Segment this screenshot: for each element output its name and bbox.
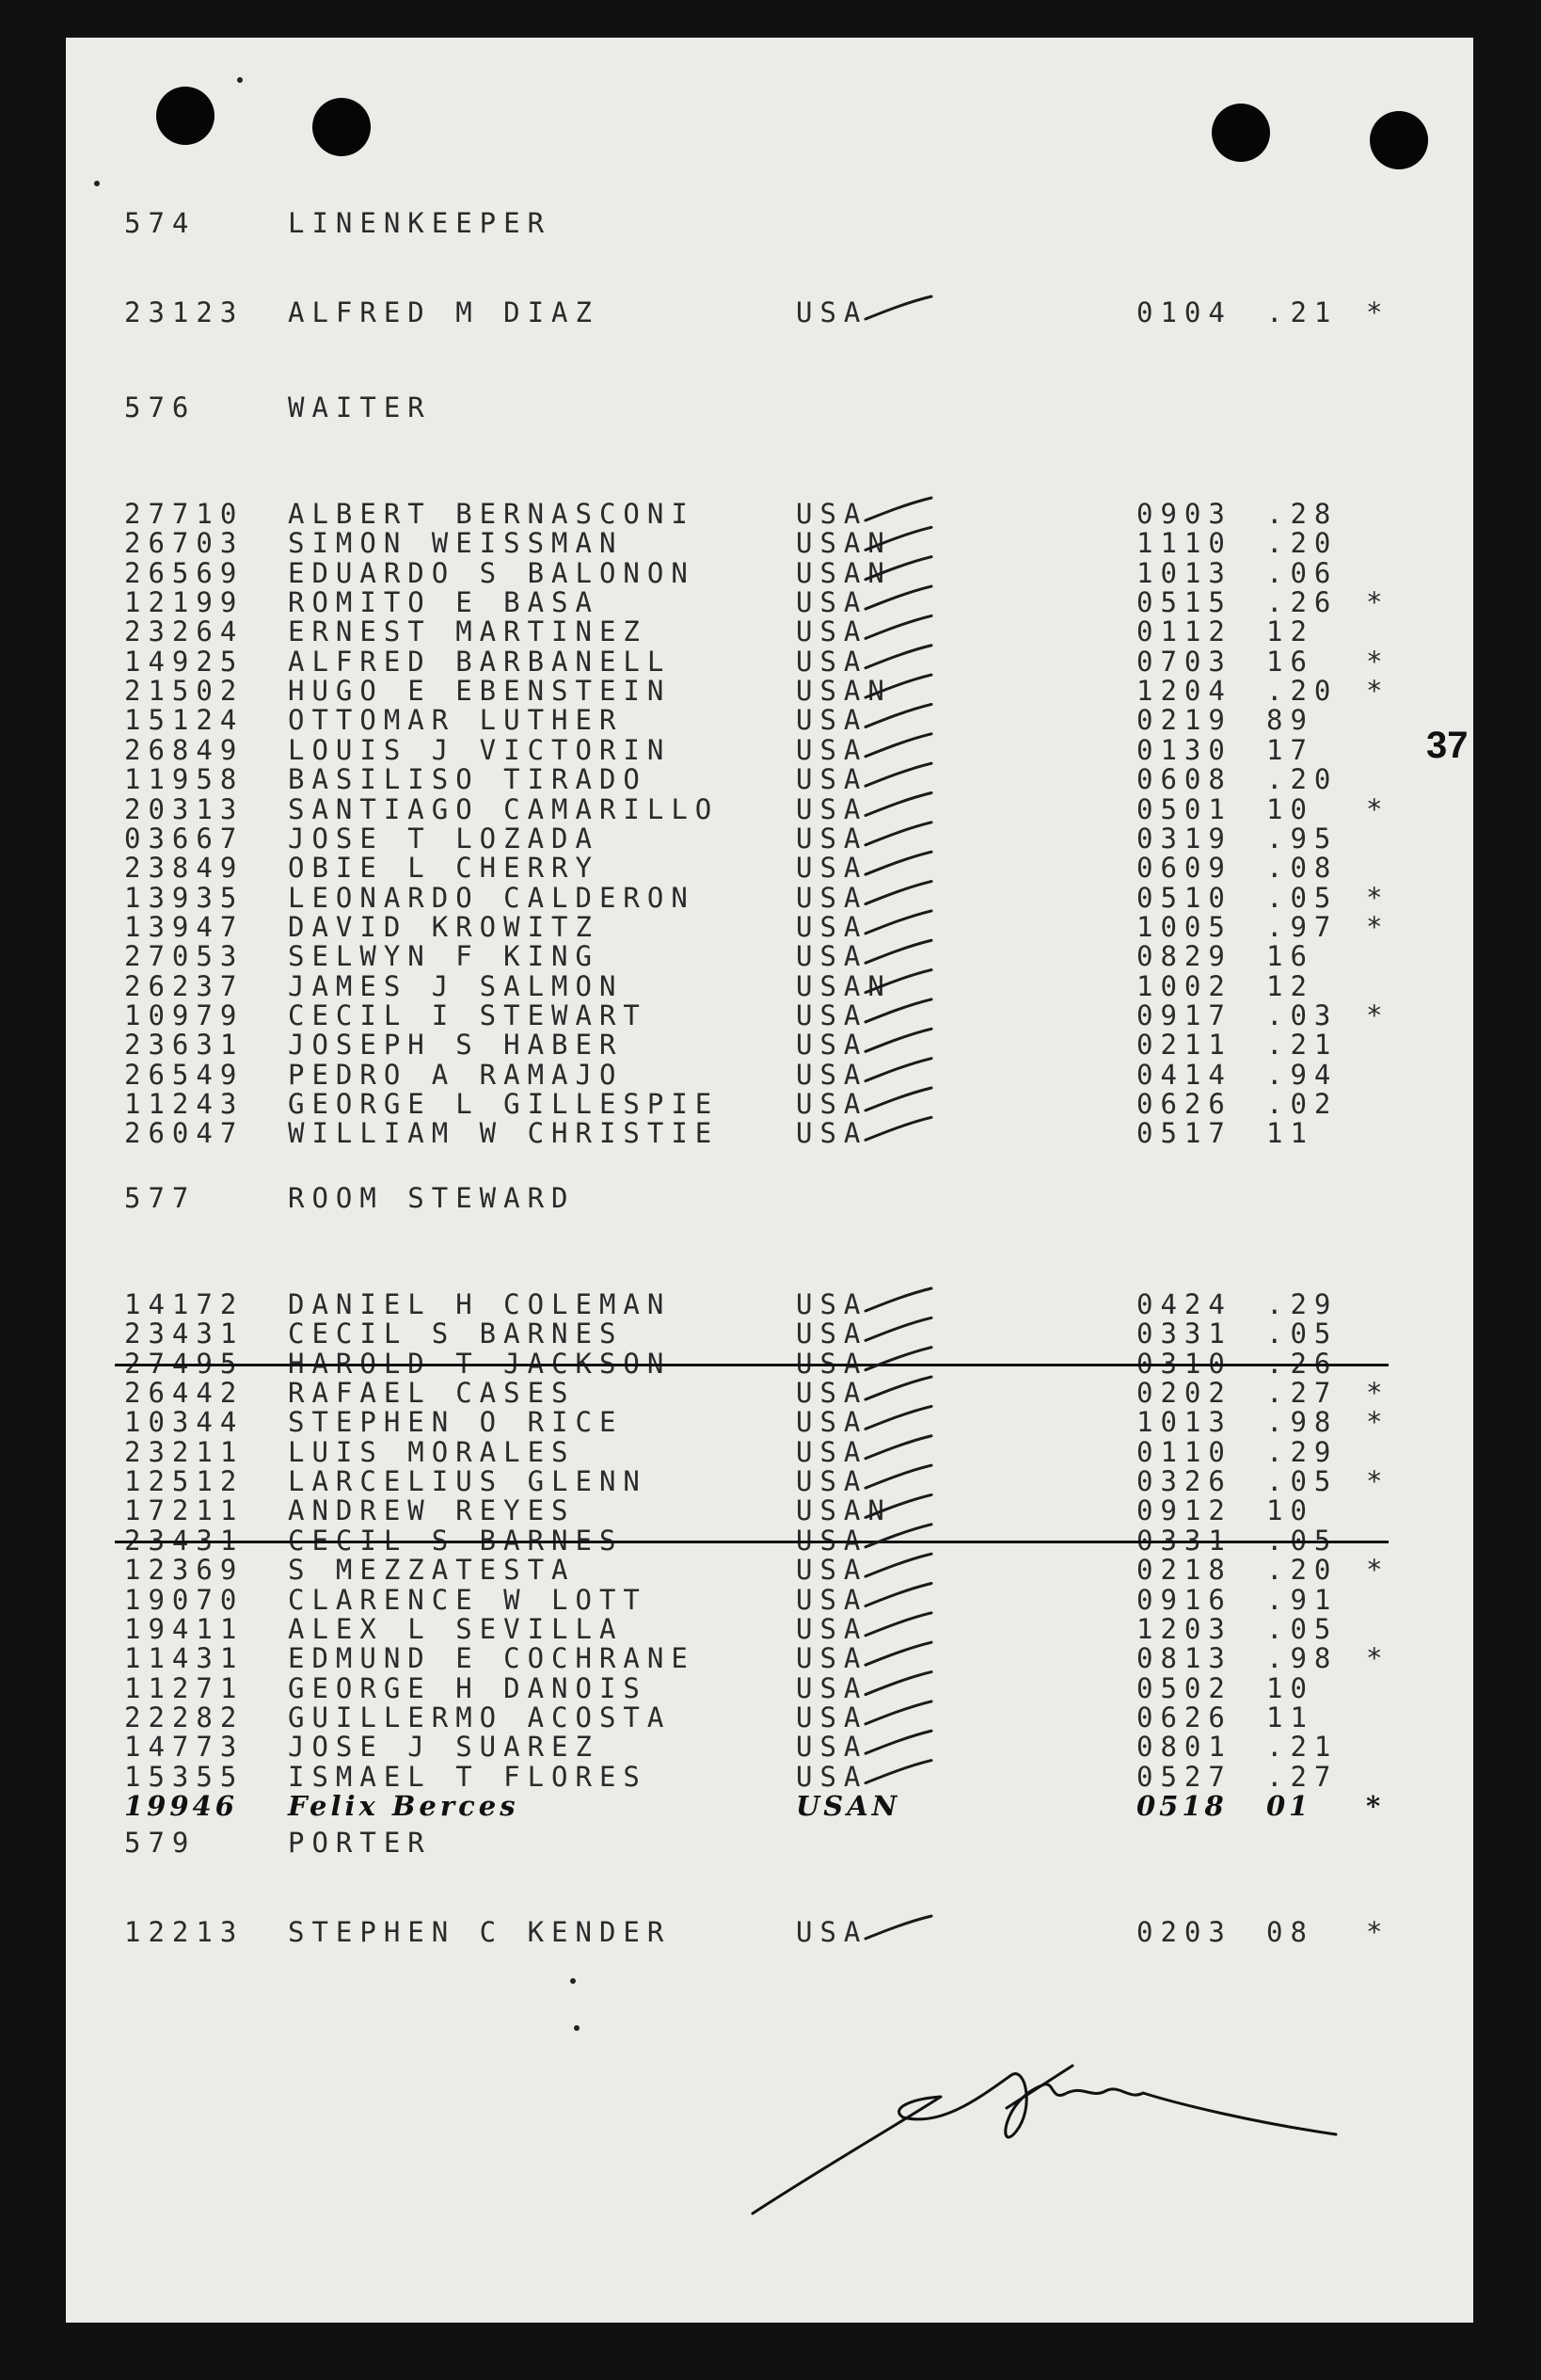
flag-mark: * [1366,586,1390,619]
employee-name: SANTIAGO CAMARILLO [288,792,720,825]
flag-mark: * [1366,1465,1390,1498]
employee-number: 14172 [124,1288,245,1320]
employee-number: 23211 [124,1435,245,1468]
rate-code: 01 [1266,1789,1312,1822]
date-code: 0326 [1136,1465,1232,1498]
citizenship: USAN [796,556,892,589]
employee-name: JAMES J SALMON [288,969,624,1002]
rate-code: 10 [1266,1494,1314,1527]
employee-name: ROMITO E BASA [288,586,599,619]
employee-number: 26549 [124,1058,245,1091]
employee-name: ALFRED M DIAZ [288,296,599,328]
date-code: 0110 [1136,1435,1232,1468]
citizenship: USA [796,881,868,914]
employee-name: JOSE T LOZADA [288,822,599,855]
employee-number: 11958 [124,763,245,796]
employee-number: 27710 [124,498,245,530]
employee-number: 23123 [124,296,245,328]
rate-code: .27 [1266,1377,1339,1410]
citizenship: USA [796,763,868,796]
date-code: 0130 [1136,733,1232,766]
employee-number: 11271 [124,1671,245,1704]
employee-name: Felix Berces [288,1789,519,1822]
citizenship: USA [796,296,868,328]
date-code: 0203 [1136,1916,1232,1948]
employee-name: HAROLD T JACKSON [288,1347,672,1380]
employee-number: 13935 [124,881,245,914]
rate-code: .98 [1266,1406,1339,1439]
date-code: 0515 [1136,586,1232,619]
rate-code: .27 [1266,1760,1339,1793]
employee-name: DANIEL H COLEMAN [288,1288,672,1320]
employee-name: ALFRED BARBANELL [288,645,672,678]
employee-number: 14925 [124,645,245,678]
citizenship: USA [796,1760,868,1793]
employee-name: JOSE J SUAREZ [288,1731,599,1764]
employee-number: 12199 [124,586,245,619]
rate-code: 10 [1266,1671,1314,1704]
citizenship: USA [796,910,868,943]
date-code: 0104 [1136,296,1232,328]
date-code: 0219 [1136,704,1232,737]
citizenship: USAN [796,675,892,708]
date-code: 0211 [1136,1029,1232,1062]
rate-code: 11 [1266,1117,1314,1150]
employee-name: OTTOMAR LUTHER [288,704,624,737]
section-title: PORTER [288,1827,432,1859]
employee-name: GUILLERMO ACOSTA [288,1701,672,1733]
rate-code: .91 [1266,1583,1339,1616]
employee-number: 26569 [124,556,245,589]
employee-name: LOUIS J VICTORIN [288,733,672,766]
employee-name: EDMUND E COCHRANE [288,1642,695,1675]
rate-code: 12 [1266,615,1314,648]
employee-number: 21502 [124,675,245,708]
date-code: 0903 [1136,498,1232,530]
flag-mark: * [1366,1406,1390,1439]
rate-code: .05 [1266,1524,1339,1557]
citizenship: USA [796,1671,868,1704]
rate-code: .08 [1266,852,1339,885]
date-code: 0703 [1136,645,1232,678]
employee-number: 23849 [124,852,245,885]
employee-name: ALBERT BERNASCONI [288,498,695,530]
employee-name: SIMON WEISSMAN [288,527,624,560]
employee-number: 20313 [124,792,245,825]
employee-name: LARCELIUS GLENN [288,1465,647,1498]
citizenship: USA [796,1058,868,1091]
citizenship: USA [796,940,868,973]
rate-code: .28 [1266,498,1339,530]
rate-code: .29 [1266,1435,1339,1468]
date-code: 1110 [1136,527,1232,560]
citizenship: USAN [796,1789,901,1822]
rate-code: .98 [1266,1642,1339,1675]
date-code: 0609 [1136,852,1232,885]
employee-number: 26442 [124,1377,245,1410]
rate-code: .94 [1266,1058,1339,1091]
section-code: 577 [124,1182,197,1214]
date-code: 0319 [1136,822,1232,855]
flag-mark: * [1366,296,1390,328]
employee-name: LEONARDO CALDERON [288,881,695,914]
rate-code: 16 [1266,645,1314,678]
employee-number: 26237 [124,969,245,1002]
section-code: 574 [124,207,197,239]
flag-mark: * [1366,1642,1390,1675]
citizenship: USA [796,1406,868,1439]
employee-number: 17211 [124,1494,245,1527]
employee-number: 12369 [124,1554,245,1587]
employee-number: 23431 [124,1524,245,1557]
flag-mark: * [1366,910,1390,943]
citizenship: USA [796,1377,868,1410]
section-code: 579 [124,1827,197,1859]
employee-number: 13947 [124,910,245,943]
employee-name: PEDRO A RAMAJO [288,1058,624,1091]
rate-code: .05 [1266,1465,1339,1498]
date-code: 0218 [1136,1554,1232,1587]
employee-number: 11243 [124,1088,245,1120]
citizenship: USA [796,792,868,825]
rate-code: .03 [1266,998,1339,1031]
citizenship: USA [796,1916,868,1948]
citizenship: USAN [796,1494,892,1527]
employee-number: 19411 [124,1612,245,1645]
rate-code: 17 [1266,733,1314,766]
date-code: 0917 [1136,998,1232,1031]
employee-name: STEPHEN O RICE [288,1406,624,1439]
date-code: 0502 [1136,1671,1232,1704]
employee-number: 26703 [124,527,245,560]
flag-mark: * [1366,645,1390,678]
rate-code: 89 [1266,704,1314,737]
citizenship: USA [796,1642,868,1675]
rate-code: 12 [1266,969,1314,1002]
citizenship: USA [796,615,868,648]
employee-name: BASILISO TIRADO [288,763,647,796]
employee-number: 23264 [124,615,245,648]
employee-number: 26047 [124,1117,245,1150]
employee-name: GEORGE H DANOIS [288,1671,647,1704]
flag-mark: * [1366,1554,1390,1587]
rate-code: .20 [1266,527,1339,560]
date-code: 0912 [1136,1494,1232,1527]
rate-code: 08 [1266,1916,1314,1948]
employee-number: 10344 [124,1406,245,1439]
date-code: 0202 [1136,1377,1232,1410]
employee-name: LUIS MORALES [288,1435,576,1468]
rate-code: .20 [1266,763,1339,796]
employee-name: ERNEST MARTINEZ [288,615,647,648]
employee-name: CECIL S BARNES [288,1318,624,1350]
rate-code: 16 [1266,940,1314,973]
flag-mark: * [1366,881,1390,914]
flag-mark: * [1366,998,1390,1031]
employee-name: RAFAEL CASES [288,1377,576,1410]
flag-mark: * [1366,1377,1390,1410]
date-code: 0916 [1136,1583,1232,1616]
citizenship: USA [796,645,868,678]
rate-code: .97 [1266,910,1339,943]
date-code: 1002 [1136,969,1232,1002]
date-code: 1005 [1136,910,1232,943]
rate-code: .21 [1266,1731,1339,1764]
date-code: 0331 [1136,1524,1232,1557]
employee-number: 12213 [124,1916,245,1948]
employee-name: ISMAEL T FLORES [288,1760,647,1793]
date-code: 0626 [1136,1701,1232,1733]
citizenship: USA [796,1318,868,1350]
date-code: 0310 [1136,1347,1232,1380]
employee-name: CECIL S BARNES [288,1524,624,1557]
employee-name: GEORGE L GILLESPIE [288,1088,720,1120]
citizenship: USA [796,1731,868,1764]
citizenship: USA [796,1583,868,1616]
employee-name: SELWYN F KING [288,940,599,973]
section-code: 576 [124,391,197,423]
rate-code: .26 [1266,586,1339,619]
rate-code: .06 [1266,556,1339,589]
rate-code: .20 [1266,1554,1339,1587]
citizenship: USA [796,1435,868,1468]
date-code: 0331 [1136,1318,1232,1350]
employee-name: HUGO E EBENSTEIN [288,675,672,708]
employee-name: CECIL I STEWART [288,998,647,1031]
employee-number: 10979 [124,998,245,1031]
employee-number: 27053 [124,940,245,973]
citizenship: USA [796,852,868,885]
date-code: 0112 [1136,615,1232,648]
employee-number: 12512 [124,1465,245,1498]
section-title: WAITER [288,391,432,423]
employee-name: OBIE L CHERRY [288,852,599,885]
date-code: 0829 [1136,940,1232,973]
citizenship: USA [796,498,868,530]
citizenship: USA [796,586,868,619]
employee-number: 11431 [124,1642,245,1675]
employee-number: 23431 [124,1318,245,1350]
rate-code: .95 [1266,822,1339,855]
citizenship: USA [796,1465,868,1498]
rate-code: .29 [1266,1288,1339,1320]
rate-code: .02 [1266,1088,1339,1120]
flag-mark: * [1366,792,1390,825]
citizenship: USAN [796,969,892,1002]
employee-name: DAVID KROWITZ [288,910,599,943]
date-code: 0608 [1136,763,1232,796]
rate-code: .20 [1266,675,1339,708]
date-code: 1204 [1136,675,1232,708]
citizenship: USA [796,733,868,766]
employee-name: ANDREW REYES [288,1494,576,1527]
employee-number: 19070 [124,1583,245,1616]
employee-name: S MEZZATESTA [288,1554,576,1587]
employee-name: CLARENCE W LOTT [288,1583,647,1616]
employee-number: 22282 [124,1701,245,1733]
date-code: 0626 [1136,1088,1232,1120]
citizenship: USA [796,1524,868,1557]
employee-name: JOSEPH S HABER [288,1029,624,1062]
rate-code: .26 [1266,1347,1339,1380]
citizenship: USA [796,998,868,1031]
citizenship: USA [796,1288,868,1320]
rate-code: .05 [1266,1612,1339,1645]
employee-number: 15124 [124,704,245,737]
employee-number: 26849 [124,733,245,766]
employee-number: 14773 [124,1731,245,1764]
date-code: 0518 [1136,1789,1228,1822]
date-code: 0424 [1136,1288,1232,1320]
citizenship: USA [796,1347,868,1380]
date-code: 1013 [1136,556,1232,589]
citizenship: USAN [796,527,892,560]
citizenship: USA [796,704,868,737]
employee-number: 19946 [124,1789,238,1822]
employee-name: EDUARDO S BALONON [288,556,695,589]
employee-number: 03667 [124,822,245,855]
date-code: 0801 [1136,1731,1232,1764]
date-code: 0527 [1136,1760,1232,1793]
rate-code: 11 [1266,1701,1314,1733]
rate-code: .21 [1266,1029,1339,1062]
rate-code: .05 [1266,881,1339,914]
employee-name: STEPHEN C KENDER [288,1916,672,1948]
flag-mark: * [1366,675,1390,708]
citizenship: USA [796,1088,868,1120]
citizenship: USA [796,1701,868,1733]
flag-mark: * [1366,1789,1385,1822]
rate-code: .21 [1266,296,1339,328]
citizenship: USA [796,822,868,855]
date-code: 0414 [1136,1058,1232,1091]
section-title: LINENKEEPER [288,207,552,239]
employee-name: ALEX L SEVILLA [288,1612,624,1645]
date-code: 0813 [1136,1642,1232,1675]
citizenship: USA [796,1029,868,1062]
citizenship: USA [796,1117,868,1150]
date-code: 1013 [1136,1406,1232,1439]
employee-name: WILLIAM W CHRISTIE [288,1117,720,1150]
date-code: 1203 [1136,1612,1232,1645]
citizenship: USA [796,1612,868,1645]
date-code: 0501 [1136,792,1232,825]
page-number: 37 [1426,725,1469,766]
employee-number: 27495 [124,1347,245,1380]
section-title: ROOM STEWARD [288,1182,576,1214]
citizenship: USA [796,1554,868,1587]
employee-number: 15355 [124,1760,245,1793]
rate-code: .05 [1266,1318,1339,1350]
date-code: 0517 [1136,1117,1232,1150]
employee-number: 23631 [124,1029,245,1062]
rate-code: 10 [1266,792,1314,825]
flag-mark: * [1366,1916,1390,1948]
date-code: 0510 [1136,881,1232,914]
